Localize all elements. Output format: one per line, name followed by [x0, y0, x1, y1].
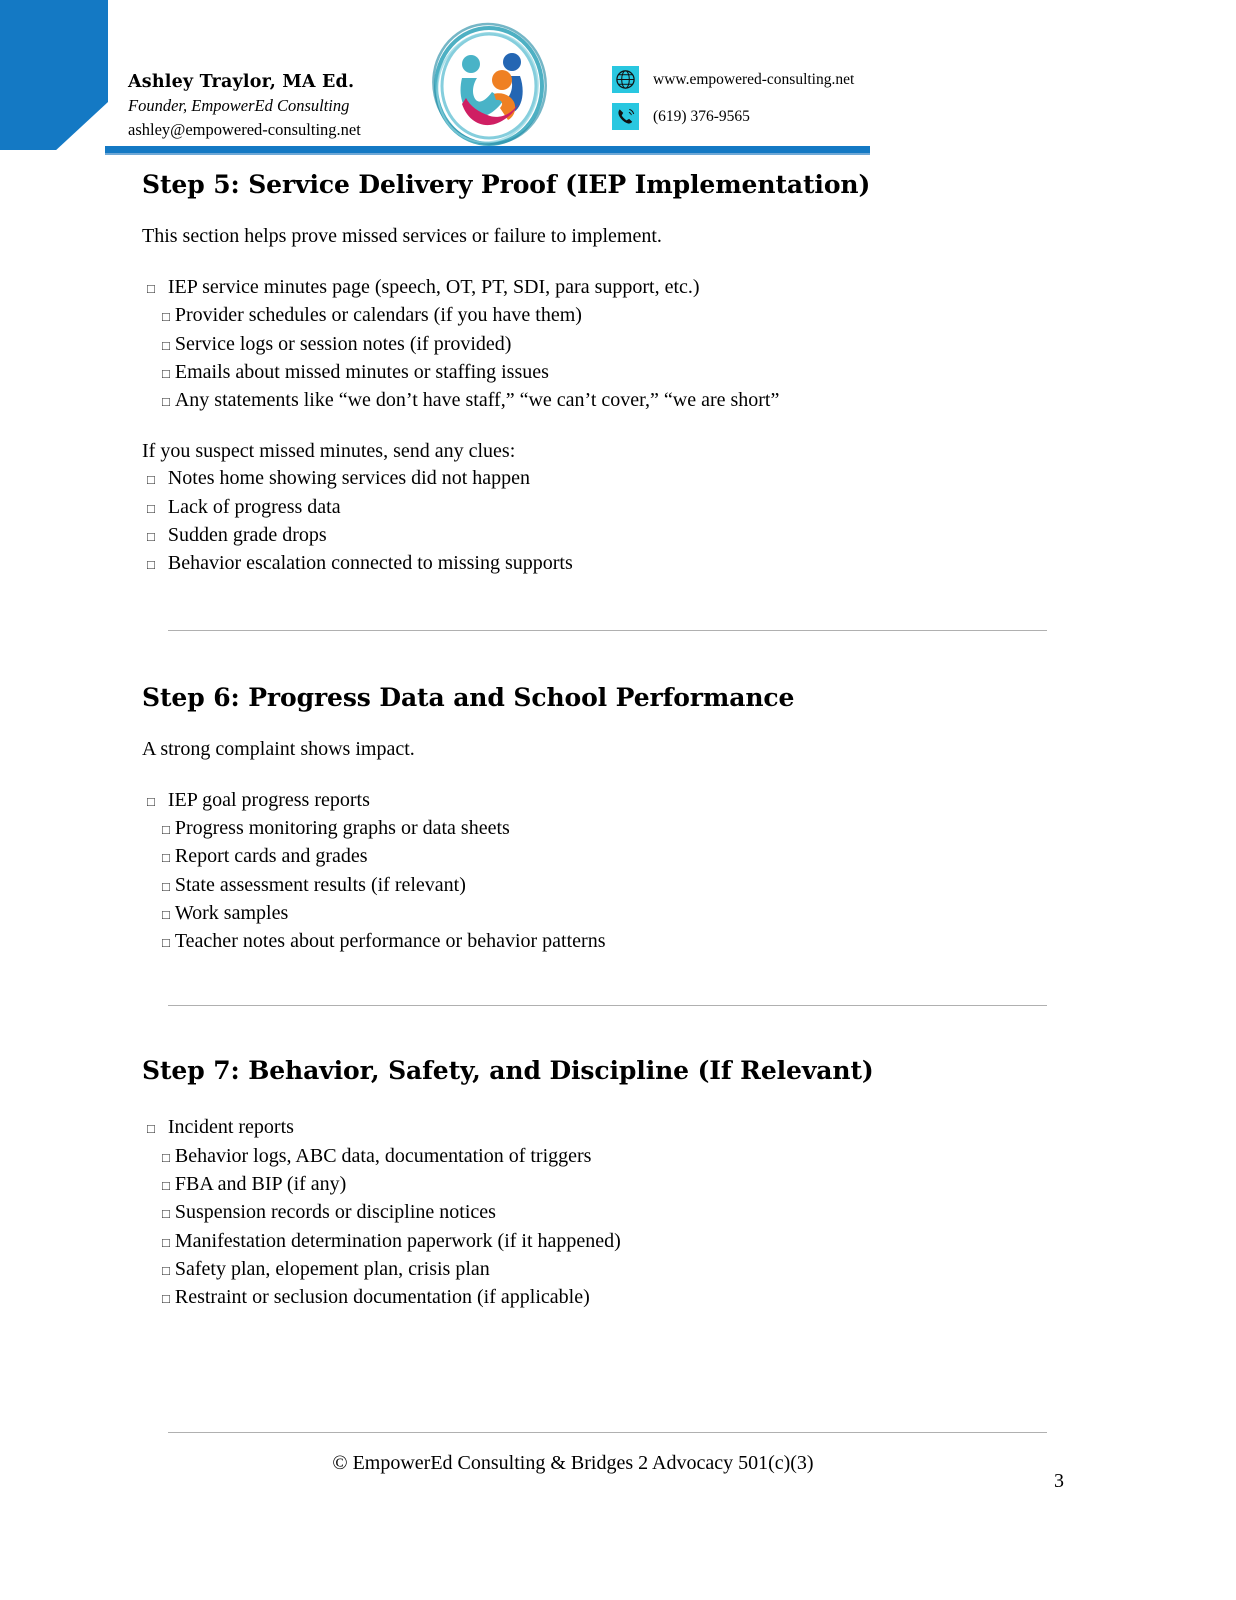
step-6-title: Step 6: Progress Data and School Performance	[142, 682, 795, 712]
checklist-item-label: IEP goal progress reports	[167, 788, 370, 811]
checklist-item[interactable]	[142, 493, 1086, 521]
checklist-item-label: Service logs or session notes (if provided)	[174, 332, 512, 355]
contact-row-website[interactable]	[612, 66, 854, 93]
checklist-item[interactable]	[142, 1113, 1086, 1141]
checklist-item-label: Emails about missed minutes or staffing issues	[174, 360, 549, 383]
header-blue-accent-shape	[0, 0, 108, 150]
checklist-item[interactable]	[142, 1227, 1086, 1255]
page-number: 3	[1054, 1470, 1064, 1492]
footer-divider	[168, 1432, 1047, 1433]
checklist-item[interactable]	[142, 521, 1086, 549]
checklist-item-label: Lack of progress data	[167, 495, 341, 518]
step-6-intro: A strong complaint shows impact.	[142, 737, 415, 760]
checkbox-icon[interactable]: □	[147, 472, 155, 488]
step-5-intro: This section helps prove missed services or failure to implement.	[142, 225, 662, 247]
checklist-item[interactable]	[142, 358, 1086, 386]
checklist-item[interactable]	[142, 1142, 1086, 1170]
checklist-item[interactable]	[142, 786, 1086, 814]
author-name: Ashley Traylor, MA Ed.	[128, 72, 355, 92]
checkbox-icon[interactable]: □	[162, 1206, 170, 1222]
checkbox-icon[interactable]: □	[162, 365, 170, 381]
checklist-item-label: Report cards and grades	[174, 845, 368, 868]
checklist-item[interactable]	[142, 301, 1086, 329]
section-step-7	[0, 1006, 1236, 1311]
author-identity-block	[128, 72, 428, 143]
checkbox-icon[interactable]: □	[162, 1234, 170, 1250]
website-text: www.empowered-consulting.net	[653, 70, 855, 88]
checkbox-icon[interactable]: □	[147, 1121, 155, 1137]
checklist-item-label: Behavior escalation connected to missing supports	[167, 552, 573, 575]
checklist-item[interactable]	[142, 899, 1086, 927]
checkbox-icon[interactable]: □	[162, 1178, 170, 1194]
checkbox-icon[interactable]: □	[162, 1291, 170, 1307]
checkbox-icon[interactable]: □	[162, 1149, 170, 1165]
phone-text: (619) 376-9565	[653, 107, 750, 125]
checklist-item-label: Suspension records or discipline notices	[174, 1201, 496, 1224]
checkbox-icon[interactable]: □	[162, 1262, 170, 1278]
checklist-item-label: Behavior logs, ABC data, documentation of triggers	[174, 1144, 592, 1167]
step-5-clues-checklist	[142, 464, 1086, 577]
checklist-item-label: Restraint or seclusion documentation (if applicable)	[174, 1286, 590, 1309]
step-6-checklist	[142, 786, 1086, 956]
author-email: ashley@empowered-consulting.net	[128, 119, 361, 139]
checkbox-icon[interactable]: □	[147, 281, 155, 296]
checklist-item-label: Any statements like “we don’t have staff,” “we can’t cover,” “we are short”	[174, 389, 780, 412]
phone-icon	[612, 103, 639, 130]
checklist-item[interactable]	[142, 1255, 1086, 1283]
checklist-item-label: Manifestation determination paperwork (if it happened)	[174, 1229, 621, 1252]
checklist-item-label: State assessment results (if relevant)	[174, 873, 466, 896]
checklist-item[interactable]	[142, 386, 1086, 414]
checklist-item[interactable]	[142, 927, 1086, 955]
checkbox-icon[interactable]: □	[162, 878, 170, 894]
checklist-item-label: Safety plan, elopement plan, crisis plan	[174, 1257, 490, 1280]
checkbox-icon[interactable]: □	[162, 906, 170, 922]
checkbox-icon[interactable]: □	[147, 529, 155, 545]
empowered-consulting-logo	[424, 20, 554, 152]
page-footer	[0, 1432, 1236, 1475]
checklist-item-label: Notes home showing services did not happen	[167, 467, 531, 490]
step-5-title: Step 5: Service Delivery Proof (IEP Implementation)	[142, 170, 871, 199]
checklist-item[interactable]	[142, 549, 1086, 577]
step-7-checklist	[142, 1113, 1086, 1311]
header-blue-rule-secondary	[105, 153, 870, 155]
checklist-item[interactable]	[142, 464, 1086, 492]
checklist-item-label: Progress monitoring graphs or data sheets	[174, 816, 510, 839]
checkbox-icon[interactable]: □	[147, 500, 155, 516]
checklist-item-label: Teacher notes about performance or behavior patterns	[174, 930, 606, 953]
checkbox-icon[interactable]: □	[147, 793, 155, 809]
checkbox-icon[interactable]: □	[162, 394, 170, 410]
contact-row-phone[interactable]	[612, 103, 854, 130]
checklist-item-label: FBA and BIP (if any)	[174, 1173, 347, 1196]
checklist-item[interactable]	[142, 1198, 1086, 1226]
checkbox-icon[interactable]: □	[162, 850, 170, 866]
copyright-text: © EmpowerEd Consulting & Bridges 2 Advocacy 501(c)(3)	[332, 1452, 814, 1474]
checklist-item-label: Provider schedules or calendars (if you have them)	[174, 304, 582, 327]
checklist-item[interactable]	[142, 330, 1086, 358]
page-header	[0, 0, 1236, 158]
checklist-item[interactable]	[142, 1283, 1086, 1311]
checkbox-icon[interactable]: □	[162, 821, 170, 837]
checkbox-icon[interactable]: □	[162, 935, 170, 951]
checklist-item[interactable]	[142, 1170, 1086, 1198]
author-role: Founder, EmpowerEd Consulting	[128, 95, 350, 115]
checklist-item[interactable]	[142, 814, 1086, 842]
contact-block	[612, 66, 854, 140]
checkbox-icon[interactable]: □	[162, 337, 170, 353]
document-body	[0, 158, 1236, 1312]
checkbox-icon[interactable]: □	[147, 557, 155, 573]
checklist-item[interactable]	[142, 273, 1086, 301]
checklist-item-label: IEP service minutes page (speech, OT, PT, SDI, para support, etc.)	[167, 276, 700, 298]
section-step-5	[0, 158, 1236, 578]
checklist-item[interactable]	[142, 842, 1086, 870]
checklist-item-label: Sudden grade drops	[167, 524, 327, 547]
section-step-6	[0, 631, 1236, 956]
checkbox-icon[interactable]: □	[162, 309, 170, 325]
checklist-item-label: Work samples	[174, 901, 289, 924]
checklist-item[interactable]	[142, 871, 1086, 899]
checklist-item-label: Incident reports	[167, 1116, 294, 1139]
globe-icon	[612, 66, 639, 93]
step-7-title: Step 7: Behavior, Safety, and Discipline (If Relevant)	[142, 1056, 874, 1086]
step-5-checklist	[142, 273, 1086, 414]
step-5-lead: If you suspect missed minutes, send any clues:	[142, 440, 516, 463]
